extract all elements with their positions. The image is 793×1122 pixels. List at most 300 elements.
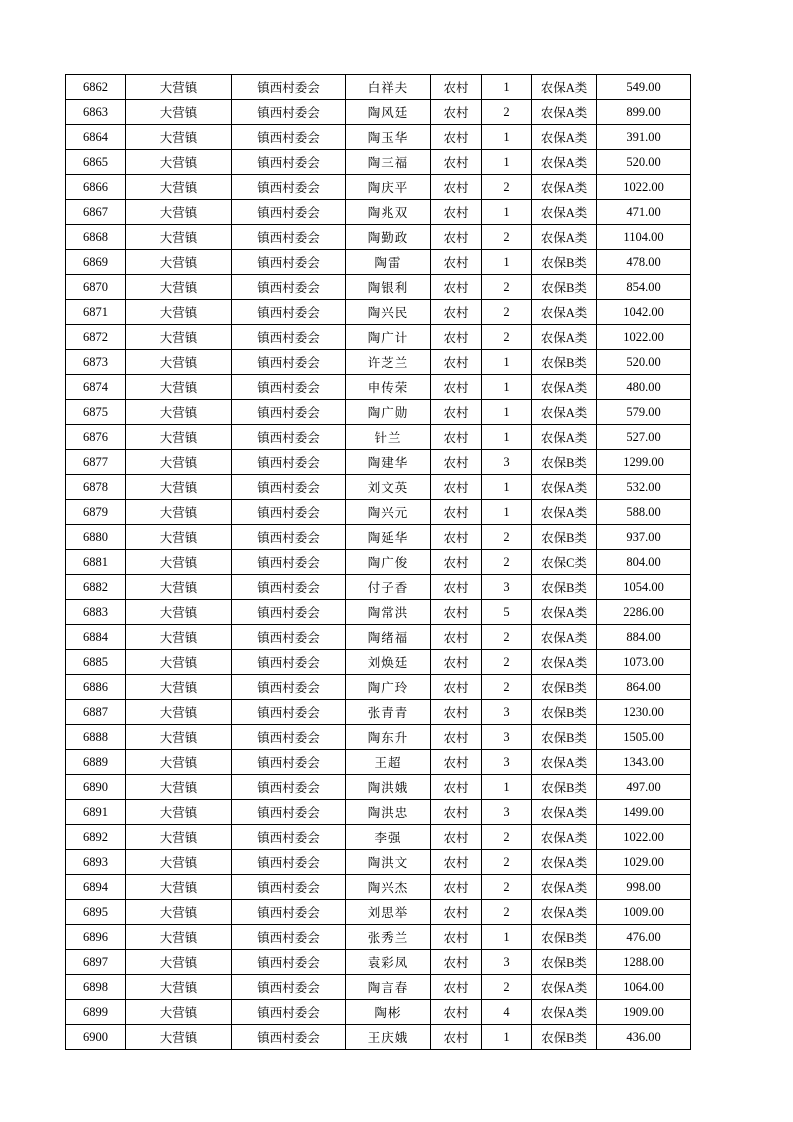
amount-cell: 549.00 <box>597 75 691 100</box>
person-name-cell: 陶雷 <box>346 250 431 275</box>
person-count-cell: 2 <box>482 175 532 200</box>
insurance-type-cell: 农保A类 <box>532 975 597 1000</box>
insurance-type-cell: 农保A类 <box>532 425 597 450</box>
town-cell: 大营镇 <box>126 650 232 675</box>
person-name-cell: 陶彬 <box>346 1000 431 1025</box>
village-committee-cell: 镇西村委会 <box>232 150 346 175</box>
amount-cell: 1022.00 <box>597 325 691 350</box>
amount-cell: 864.00 <box>597 675 691 700</box>
household-type-cell: 农村 <box>431 125 482 150</box>
village-committee-cell: 镇西村委会 <box>232 275 346 300</box>
village-committee-cell: 镇西村委会 <box>232 725 346 750</box>
amount-cell: 1022.00 <box>597 175 691 200</box>
insurance-type-cell: 农保A类 <box>532 650 597 675</box>
household-type-cell: 农村 <box>431 75 482 100</box>
serial-number-cell: 6876 <box>66 425 126 450</box>
person-name-cell: 陶绪福 <box>346 625 431 650</box>
household-type-cell: 农村 <box>431 1025 482 1050</box>
amount-cell: 1505.00 <box>597 725 691 750</box>
serial-number-cell: 6900 <box>66 1025 126 1050</box>
amount-cell: 1064.00 <box>597 975 691 1000</box>
table-row <box>66 75 691 100</box>
amount-cell: 884.00 <box>597 625 691 650</box>
table-row <box>66 725 691 750</box>
town-cell: 大营镇 <box>126 975 232 1000</box>
town-cell: 大营镇 <box>126 350 232 375</box>
person-count-cell: 1 <box>482 200 532 225</box>
village-committee-cell: 镇西村委会 <box>232 400 346 425</box>
town-cell: 大营镇 <box>126 775 232 800</box>
town-cell: 大营镇 <box>126 800 232 825</box>
insurance-type-cell: 农保B类 <box>532 675 597 700</box>
insurance-type-cell: 农保B类 <box>532 350 597 375</box>
insurance-type-cell: 农保A类 <box>532 225 597 250</box>
records-table-body <box>66 75 691 1050</box>
insurance-type-cell: 农保A类 <box>532 400 597 425</box>
town-cell: 大营镇 <box>126 400 232 425</box>
serial-number-cell: 6896 <box>66 925 126 950</box>
person-name-cell: 陶三福 <box>346 150 431 175</box>
table-row <box>66 250 691 275</box>
insurance-type-cell: 农保A类 <box>532 625 597 650</box>
insurance-type-cell: 农保A类 <box>532 825 597 850</box>
insurance-type-cell: 农保A类 <box>532 325 597 350</box>
person-name-cell: 针兰 <box>346 425 431 450</box>
amount-cell: 1009.00 <box>597 900 691 925</box>
amount-cell: 588.00 <box>597 500 691 525</box>
person-name-cell: 陶广俊 <box>346 550 431 575</box>
serial-number-cell: 6892 <box>66 825 126 850</box>
amount-cell: 937.00 <box>597 525 691 550</box>
person-count-cell: 2 <box>482 225 532 250</box>
town-cell: 大营镇 <box>126 725 232 750</box>
serial-number-cell: 6862 <box>66 75 126 100</box>
household-type-cell: 农村 <box>431 550 482 575</box>
village-committee-cell: 镇西村委会 <box>232 925 346 950</box>
amount-cell: 1042.00 <box>597 300 691 325</box>
town-cell: 大营镇 <box>126 375 232 400</box>
table-row <box>66 1000 691 1025</box>
town-cell: 大营镇 <box>126 700 232 725</box>
person-count-cell: 2 <box>482 850 532 875</box>
household-type-cell: 农村 <box>431 650 482 675</box>
insurance-type-cell: 农保A类 <box>532 100 597 125</box>
town-cell: 大营镇 <box>126 175 232 200</box>
insurance-type-cell: 农保B类 <box>532 925 597 950</box>
town-cell: 大营镇 <box>126 825 232 850</box>
town-cell: 大营镇 <box>126 625 232 650</box>
town-cell: 大营镇 <box>126 550 232 575</box>
amount-cell: 497.00 <box>597 775 691 800</box>
town-cell: 大营镇 <box>126 125 232 150</box>
village-committee-cell: 镇西村委会 <box>232 100 346 125</box>
amount-cell: 527.00 <box>597 425 691 450</box>
serial-number-cell: 6872 <box>66 325 126 350</box>
insurance-type-cell: 农保B类 <box>532 525 597 550</box>
household-type-cell: 农村 <box>431 350 482 375</box>
person-name-cell: 陶洪忠 <box>346 800 431 825</box>
serial-number-cell: 6883 <box>66 600 126 625</box>
household-type-cell: 农村 <box>431 750 482 775</box>
person-name-cell: 陶勤政 <box>346 225 431 250</box>
village-committee-cell: 镇西村委会 <box>232 1000 346 1025</box>
amount-cell: 1054.00 <box>597 575 691 600</box>
village-committee-cell: 镇西村委会 <box>232 525 346 550</box>
insurance-type-cell: 农保C类 <box>532 550 597 575</box>
village-committee-cell: 镇西村委会 <box>232 200 346 225</box>
person-count-cell: 4 <box>482 1000 532 1025</box>
amount-cell: 1499.00 <box>597 800 691 825</box>
person-count-cell: 2 <box>482 650 532 675</box>
table-row <box>66 150 691 175</box>
insurance-type-cell: 农保A类 <box>532 875 597 900</box>
person-name-cell: 付子香 <box>346 575 431 600</box>
table-row <box>66 525 691 550</box>
insurance-type-cell: 农保A类 <box>532 800 597 825</box>
amount-cell: 579.00 <box>597 400 691 425</box>
insurance-type-cell: 农保B类 <box>532 950 597 975</box>
person-count-cell: 2 <box>482 550 532 575</box>
household-type-cell: 农村 <box>431 200 482 225</box>
village-committee-cell: 镇西村委会 <box>232 575 346 600</box>
village-committee-cell: 镇西村委会 <box>232 125 346 150</box>
person-count-cell: 3 <box>482 800 532 825</box>
person-name-cell: 刘思举 <box>346 900 431 925</box>
serial-number-cell: 6891 <box>66 800 126 825</box>
household-type-cell: 农村 <box>431 850 482 875</box>
amount-cell: 1230.00 <box>597 700 691 725</box>
amount-cell: 804.00 <box>597 550 691 575</box>
village-committee-cell: 镇西村委会 <box>232 850 346 875</box>
serial-number-cell: 6871 <box>66 300 126 325</box>
town-cell: 大营镇 <box>126 950 232 975</box>
document-page <box>65 74 691 1050</box>
household-type-cell: 农村 <box>431 475 482 500</box>
household-type-cell: 农村 <box>431 700 482 725</box>
amount-cell: 1299.00 <box>597 450 691 475</box>
amount-cell: 1288.00 <box>597 950 691 975</box>
amount-cell: 471.00 <box>597 200 691 225</box>
table-row <box>66 650 691 675</box>
town-cell: 大营镇 <box>126 100 232 125</box>
serial-number-cell: 6864 <box>66 125 126 150</box>
household-type-cell: 农村 <box>431 675 482 700</box>
person-count-cell: 3 <box>482 700 532 725</box>
person-count-cell: 2 <box>482 300 532 325</box>
insurance-type-cell: 农保B类 <box>532 450 597 475</box>
person-name-cell: 陶洪文 <box>346 850 431 875</box>
household-type-cell: 农村 <box>431 100 482 125</box>
village-committee-cell: 镇西村委会 <box>232 500 346 525</box>
insurance-type-cell: 农保A类 <box>532 750 597 775</box>
table-row <box>66 900 691 925</box>
town-cell: 大营镇 <box>126 475 232 500</box>
village-committee-cell: 镇西村委会 <box>232 250 346 275</box>
town-cell: 大营镇 <box>126 200 232 225</box>
household-type-cell: 农村 <box>431 500 482 525</box>
person-name-cell: 李强 <box>346 825 431 850</box>
insurance-type-cell: 农保A类 <box>532 900 597 925</box>
household-type-cell: 农村 <box>431 875 482 900</box>
village-committee-cell: 镇西村委会 <box>232 750 346 775</box>
serial-number-cell: 6867 <box>66 200 126 225</box>
town-cell: 大营镇 <box>126 75 232 100</box>
person-count-cell: 2 <box>482 975 532 1000</box>
person-count-cell: 1 <box>482 350 532 375</box>
household-type-cell: 农村 <box>431 775 482 800</box>
serial-number-cell: 6897 <box>66 950 126 975</box>
amount-cell: 520.00 <box>597 350 691 375</box>
person-count-cell: 1 <box>482 400 532 425</box>
table-row <box>66 800 691 825</box>
household-type-cell: 农村 <box>431 800 482 825</box>
table-row <box>66 200 691 225</box>
table-row <box>66 975 691 1000</box>
person-count-cell: 2 <box>482 100 532 125</box>
person-count-cell: 2 <box>482 325 532 350</box>
person-count-cell: 3 <box>482 575 532 600</box>
insurance-type-cell: 农保A类 <box>532 75 597 100</box>
insurance-type-cell: 农保A类 <box>532 300 597 325</box>
amount-cell: 1909.00 <box>597 1000 691 1025</box>
village-committee-cell: 镇西村委会 <box>232 450 346 475</box>
household-type-cell: 农村 <box>431 925 482 950</box>
village-committee-cell: 镇西村委会 <box>232 675 346 700</box>
person-name-cell: 王庆娥 <box>346 1025 431 1050</box>
insurance-type-cell: 农保B类 <box>532 700 597 725</box>
serial-number-cell: 6884 <box>66 625 126 650</box>
person-name-cell: 申传荣 <box>346 375 431 400</box>
household-type-cell: 农村 <box>431 150 482 175</box>
amount-cell: 480.00 <box>597 375 691 400</box>
insurance-type-cell: 农保B类 <box>532 725 597 750</box>
person-name-cell: 张青青 <box>346 700 431 725</box>
person-name-cell: 刘焕廷 <box>346 650 431 675</box>
village-committee-cell: 镇西村委会 <box>232 600 346 625</box>
amount-cell: 998.00 <box>597 875 691 900</box>
household-type-cell: 农村 <box>431 525 482 550</box>
town-cell: 大营镇 <box>126 875 232 900</box>
amount-cell: 2286.00 <box>597 600 691 625</box>
household-type-cell: 农村 <box>431 625 482 650</box>
amount-cell: 1022.00 <box>597 825 691 850</box>
village-committee-cell: 镇西村委会 <box>232 950 346 975</box>
person-count-cell: 2 <box>482 825 532 850</box>
household-type-cell: 农村 <box>431 975 482 1000</box>
amount-cell: 1073.00 <box>597 650 691 675</box>
village-committee-cell: 镇西村委会 <box>232 475 346 500</box>
amount-cell: 854.00 <box>597 275 691 300</box>
person-count-cell: 1 <box>482 125 532 150</box>
serial-number-cell: 6899 <box>66 1000 126 1025</box>
village-committee-cell: 镇西村委会 <box>232 175 346 200</box>
town-cell: 大营镇 <box>126 300 232 325</box>
table-row <box>66 875 691 900</box>
person-name-cell: 刘文英 <box>346 475 431 500</box>
town-cell: 大营镇 <box>126 325 232 350</box>
serial-number-cell: 6895 <box>66 900 126 925</box>
village-committee-cell: 镇西村委会 <box>232 425 346 450</box>
table-row <box>66 925 691 950</box>
person-count-cell: 2 <box>482 675 532 700</box>
household-type-cell: 农村 <box>431 575 482 600</box>
table-row <box>66 225 691 250</box>
insurance-type-cell: 农保A类 <box>532 200 597 225</box>
village-committee-cell: 镇西村委会 <box>232 225 346 250</box>
serial-number-cell: 6875 <box>66 400 126 425</box>
serial-number-cell: 6893 <box>66 850 126 875</box>
person-name-cell: 陶兴杰 <box>346 875 431 900</box>
household-type-cell: 农村 <box>431 725 482 750</box>
village-committee-cell: 镇西村委会 <box>232 775 346 800</box>
village-committee-cell: 镇西村委会 <box>232 650 346 675</box>
person-count-cell: 2 <box>482 625 532 650</box>
town-cell: 大营镇 <box>126 225 232 250</box>
household-type-cell: 农村 <box>431 400 482 425</box>
village-committee-cell: 镇西村委会 <box>232 350 346 375</box>
serial-number-cell: 6898 <box>66 975 126 1000</box>
serial-number-cell: 6890 <box>66 775 126 800</box>
person-count-cell: 1 <box>482 925 532 950</box>
person-name-cell: 陶广计 <box>346 325 431 350</box>
household-type-cell: 农村 <box>431 300 482 325</box>
amount-cell: 1029.00 <box>597 850 691 875</box>
table-row <box>66 600 691 625</box>
table-row <box>66 350 691 375</box>
person-name-cell: 许芝兰 <box>346 350 431 375</box>
village-committee-cell: 镇西村委会 <box>232 900 346 925</box>
serial-number-cell: 6887 <box>66 700 126 725</box>
serial-number-cell: 6880 <box>66 525 126 550</box>
amount-cell: 436.00 <box>597 1025 691 1050</box>
table-row <box>66 750 691 775</box>
village-committee-cell: 镇西村委会 <box>232 375 346 400</box>
town-cell: 大营镇 <box>126 600 232 625</box>
person-name-cell: 陶庆平 <box>346 175 431 200</box>
table-row <box>66 450 691 475</box>
town-cell: 大营镇 <box>126 1025 232 1050</box>
table-row <box>66 325 691 350</box>
person-name-cell: 陶延华 <box>346 525 431 550</box>
person-name-cell: 陶兴元 <box>346 500 431 525</box>
table-row <box>66 625 691 650</box>
person-name-cell: 陶建华 <box>346 450 431 475</box>
person-count-cell: 3 <box>482 725 532 750</box>
table-row <box>66 275 691 300</box>
person-name-cell: 陶广玲 <box>346 675 431 700</box>
serial-number-cell: 6870 <box>66 275 126 300</box>
town-cell: 大营镇 <box>126 250 232 275</box>
amount-cell: 391.00 <box>597 125 691 150</box>
amount-cell: 1104.00 <box>597 225 691 250</box>
records-table <box>65 74 691 1050</box>
serial-number-cell: 6888 <box>66 725 126 750</box>
insurance-type-cell: 农保B类 <box>532 775 597 800</box>
serial-number-cell: 6877 <box>66 450 126 475</box>
person-name-cell: 袁彩凤 <box>346 950 431 975</box>
table-row <box>66 500 691 525</box>
serial-number-cell: 6869 <box>66 250 126 275</box>
serial-number-cell: 6878 <box>66 475 126 500</box>
person-name-cell: 陶银利 <box>346 275 431 300</box>
household-type-cell: 农村 <box>431 600 482 625</box>
insurance-type-cell: 农保A类 <box>532 600 597 625</box>
table-row <box>66 300 691 325</box>
table-row <box>66 125 691 150</box>
person-count-cell: 1 <box>482 375 532 400</box>
town-cell: 大营镇 <box>126 450 232 475</box>
town-cell: 大营镇 <box>126 575 232 600</box>
person-name-cell: 陶兴民 <box>346 300 431 325</box>
table-row <box>66 550 691 575</box>
insurance-type-cell: 农保A类 <box>532 150 597 175</box>
person-count-cell: 3 <box>482 450 532 475</box>
serial-number-cell: 6885 <box>66 650 126 675</box>
table-row <box>66 775 691 800</box>
table-row <box>66 850 691 875</box>
serial-number-cell: 6865 <box>66 150 126 175</box>
serial-number-cell: 6863 <box>66 100 126 125</box>
table-row <box>66 675 691 700</box>
serial-number-cell: 6866 <box>66 175 126 200</box>
insurance-type-cell: 农保A类 <box>532 175 597 200</box>
insurance-type-cell: 农保A类 <box>532 375 597 400</box>
town-cell: 大营镇 <box>126 850 232 875</box>
serial-number-cell: 6874 <box>66 375 126 400</box>
person-name-cell: 王超 <box>346 750 431 775</box>
person-count-cell: 1 <box>482 425 532 450</box>
village-committee-cell: 镇西村委会 <box>232 875 346 900</box>
person-count-cell: 5 <box>482 600 532 625</box>
town-cell: 大营镇 <box>126 900 232 925</box>
town-cell: 大营镇 <box>126 500 232 525</box>
table-row <box>66 825 691 850</box>
serial-number-cell: 6879 <box>66 500 126 525</box>
insurance-type-cell: 农保A类 <box>532 125 597 150</box>
person-count-cell: 1 <box>482 475 532 500</box>
town-cell: 大营镇 <box>126 425 232 450</box>
person-count-cell: 2 <box>482 275 532 300</box>
household-type-cell: 农村 <box>431 275 482 300</box>
table-row <box>66 400 691 425</box>
person-name-cell: 陶东升 <box>346 725 431 750</box>
table-row <box>66 575 691 600</box>
village-committee-cell: 镇西村委会 <box>232 700 346 725</box>
person-name-cell: 陶常洪 <box>346 600 431 625</box>
village-committee-cell: 镇西村委会 <box>232 625 346 650</box>
household-type-cell: 农村 <box>431 425 482 450</box>
insurance-type-cell: 农保B类 <box>532 275 597 300</box>
person-name-cell: 陶风廷 <box>346 100 431 125</box>
person-name-cell: 张秀兰 <box>346 925 431 950</box>
household-type-cell: 农村 <box>431 225 482 250</box>
person-count-cell: 1 <box>482 775 532 800</box>
person-count-cell: 1 <box>482 75 532 100</box>
amount-cell: 478.00 <box>597 250 691 275</box>
person-count-cell: 1 <box>482 250 532 275</box>
person-name-cell: 陶言春 <box>346 975 431 1000</box>
serial-number-cell: 6894 <box>66 875 126 900</box>
village-committee-cell: 镇西村委会 <box>232 825 346 850</box>
person-count-cell: 3 <box>482 750 532 775</box>
household-type-cell: 农村 <box>431 175 482 200</box>
insurance-type-cell: 农保A类 <box>532 500 597 525</box>
serial-number-cell: 6881 <box>66 550 126 575</box>
serial-number-cell: 6873 <box>66 350 126 375</box>
household-type-cell: 农村 <box>431 900 482 925</box>
person-count-cell: 3 <box>482 950 532 975</box>
table-row <box>66 950 691 975</box>
